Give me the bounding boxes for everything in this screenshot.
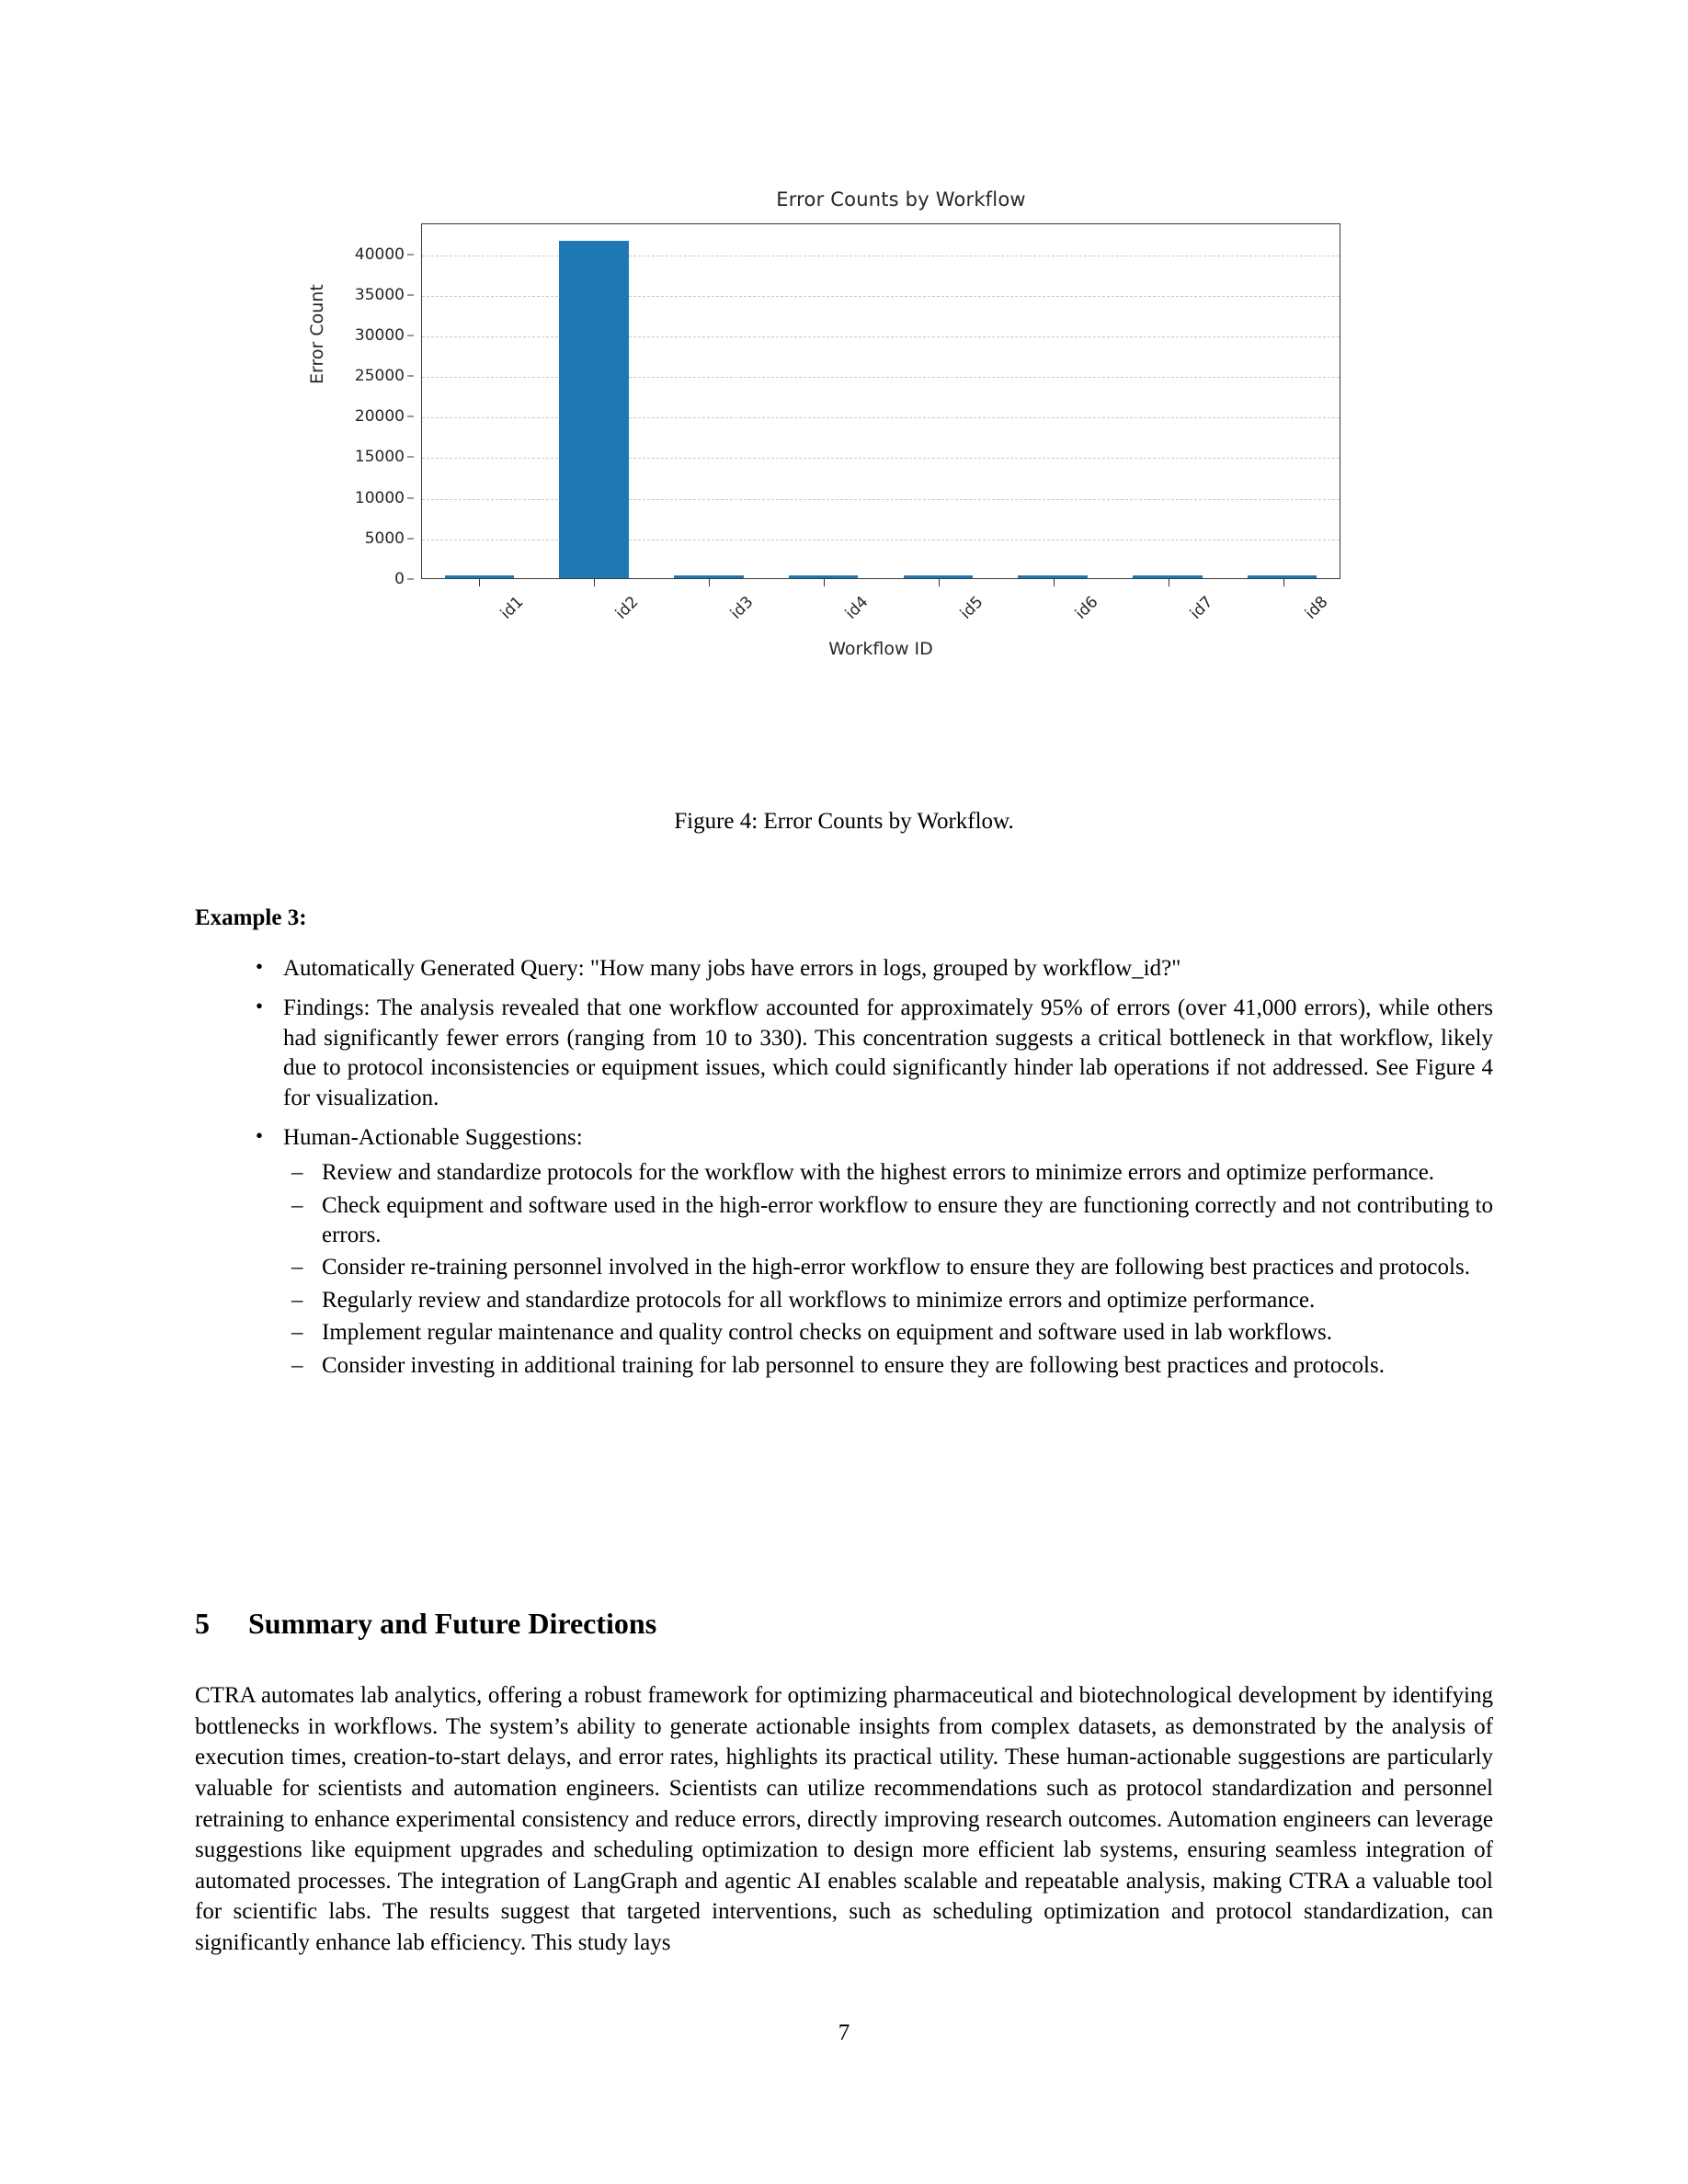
x-tick-mark	[1283, 579, 1284, 586]
suggestion-text: Implement regular maintenance and quality control checks on equipment and software used in lab workflows.	[322, 1320, 1332, 1346]
y-tick-mark	[407, 416, 414, 417]
x-tick-mark	[824, 579, 825, 586]
bar-slot	[1002, 224, 1104, 578]
bar-slot	[428, 224, 530, 578]
y-tick-mark	[407, 538, 414, 539]
x-tick-label: id8	[1301, 593, 1331, 623]
bar-chart	[307, 223, 1397, 775]
figure-caption: Figure 4: Error Counts by Workflow.	[674, 809, 1014, 834]
suggestion-text: Review and standardize protocols for the workflow with the highest errors to minimize errors and optimize performance.	[322, 1160, 1435, 1186]
x-tick-label: id3	[726, 593, 757, 623]
example-bullet	[195, 1123, 1493, 1381]
x-tick-mark	[1054, 579, 1055, 586]
y-tick-mark	[407, 497, 414, 498]
suggestion-text: Check equipment and software used in the high-error workflow to ensure they are functioning correctly and not contributing to errors.	[322, 1192, 1493, 1247]
bar	[674, 575, 743, 578]
y-tick-mark	[407, 579, 414, 580]
y-tick-label: 40000	[354, 245, 405, 264]
bar-series	[422, 224, 1340, 578]
chart-title: Error Counts by Workflow	[776, 188, 1026, 210]
bar	[904, 575, 973, 578]
y-tick-label: 15000	[354, 448, 405, 467]
suggestion-item	[283, 1351, 1493, 1381]
dash-glyph: –	[291, 1192, 303, 1218]
suggestion-item	[283, 1318, 1493, 1348]
bullet-text: Human-Actionable Suggestions:	[283, 1124, 583, 1150]
x-tick-label: id6	[1071, 593, 1101, 623]
bar	[445, 575, 514, 578]
example-bullet-list	[195, 954, 1493, 1381]
y-tick-label: 30000	[354, 325, 405, 345]
y-tick-mark	[407, 376, 414, 377]
y-tick-label: 25000	[354, 367, 405, 386]
section-title: Summary and Future Directions	[248, 1607, 657, 1640]
y-tick-label: 0	[394, 570, 405, 588]
page-number: 7	[838, 2020, 850, 2045]
x-tick-label: id7	[1186, 593, 1216, 623]
bar	[789, 575, 858, 578]
example-bullet	[195, 954, 1493, 984]
x-tick-mark	[479, 579, 480, 586]
bar-slot	[887, 224, 989, 578]
suggestion-item	[283, 1253, 1493, 1282]
dash-glyph: –	[291, 1320, 303, 1346]
plot-area	[421, 223, 1340, 579]
bullet-text: Automatically Generated Query: "How many jobs have errors in logs, grouped by workflow_id?"	[283, 956, 1181, 981]
section-heading	[195, 1607, 656, 1641]
example-content	[195, 954, 1493, 1391]
x-axis-label: Workflow ID	[828, 639, 933, 659]
section-number: 5	[195, 1607, 210, 1640]
bar-slot	[1231, 224, 1333, 578]
example-heading: Example 3:	[195, 905, 307, 930]
bar	[1018, 575, 1087, 578]
y-tick-mark	[407, 254, 414, 255]
bar-slot	[772, 224, 874, 578]
figure-4	[307, 188, 1397, 775]
suggestion-list	[283, 1158, 1493, 1381]
y-tick-mark	[407, 294, 414, 295]
dash-glyph: –	[291, 1287, 303, 1313]
x-tick-label: id4	[841, 593, 872, 623]
x-tick-mark	[594, 579, 595, 586]
bullet-glyph: •	[256, 1123, 264, 1147]
suggestion-text: Consider re-training personnel involved in the high-error workflow to ensure they are following best practices and protocols.	[322, 1255, 1470, 1280]
x-axis-tick-labels	[421, 587, 1340, 637]
bullet-text: Findings: The analysis revealed that one workflow accounted for approximately 95% of errors (over 41,000 errors), while others had significantly fewer errors (ranging from 10 to 330). This concentration suggests a critical bottleneck in that workflow, likely due to protocol inconsistencies or equipment issues, which could significantly hinder lab operations if not addressed. See Figure 4 for visualization.	[283, 995, 1493, 1110]
y-tick-mark	[407, 457, 414, 458]
y-axis-ticks	[336, 223, 414, 588]
x-tick-label: id1	[496, 593, 527, 623]
summary-paragraph: CTRA automates lab analytics, offering a robust framework for optimizing pharmaceutical and biotechnological development by identifying bottlenecks in workflows. The system’s ability to generate actionable insights from complex datasets, as demonstrated by the analysis of execution times, creation-to-start delays, and error rates, highlights its practical utility. These human-actionable suggestions are particularly valuable for scientists and automation engineers. Scientists can utilize recommendations such as protocol standardization and personnel retraining to enhance experimental consistency and reduce errors, directly improving research outcomes. Automation engineers can leverage suggestions like equipment upgrades and scheduling optimization to design more efficient lab systems, ensuring seamless integration of automated processes. The integration of LangGraph and agentic AI enables scalable and repeatable analysis, making CTRA a valuable tool for scientific labs. The results suggest that targeted interventions, such as scheduling optimization and protocol standardization, can significantly enhance lab efficiency. This study lays	[195, 1683, 1493, 1955]
y-tick-label: 10000	[354, 488, 405, 507]
suggestion-item	[283, 1286, 1493, 1315]
bar-slot	[657, 224, 759, 578]
dash-glyph: –	[291, 1160, 303, 1186]
bar-slot	[543, 224, 645, 578]
dash-glyph: –	[291, 1255, 303, 1280]
y-tick-label: 5000	[364, 529, 405, 548]
y-tick-label: 20000	[354, 407, 405, 427]
y-tick-label: 35000	[354, 285, 405, 304]
example-bullet	[195, 994, 1493, 1113]
suggestion-text: Regularly review and standardize protocols for all workflows to minimize errors and optimize performance.	[322, 1287, 1316, 1313]
suggestion-item	[283, 1191, 1493, 1251]
bar-slot	[1116, 224, 1218, 578]
bar	[1133, 575, 1202, 578]
y-tick-mark	[407, 335, 414, 336]
suggestion-text: Consider investing in additional training for lab personnel to ensure they are following best practices and protocols.	[322, 1352, 1385, 1378]
x-tick-label: id5	[956, 593, 987, 623]
bullet-glyph: •	[256, 955, 264, 978]
dash-glyph: –	[291, 1352, 303, 1378]
bar	[559, 241, 628, 578]
y-axis-label: Error Count	[307, 284, 327, 384]
x-tick-mark	[939, 579, 940, 586]
x-tick-mark	[709, 579, 710, 586]
bullet-glyph: •	[256, 995, 264, 1018]
suggestion-item	[283, 1158, 1493, 1188]
bar	[1248, 575, 1317, 578]
x-tick-label: id2	[611, 593, 642, 623]
